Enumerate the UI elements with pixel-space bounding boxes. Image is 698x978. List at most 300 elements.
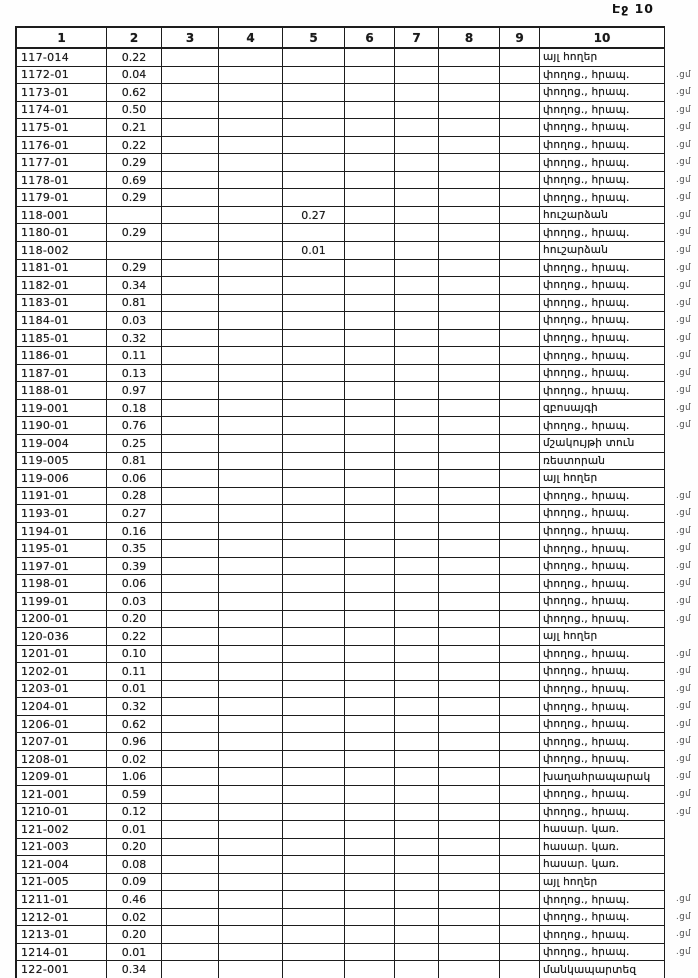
- cell-empty: [395, 698, 439, 716]
- cell-land-use: փողոց., հրապ.: [540, 102, 665, 120]
- table-row: [17, 821, 665, 839]
- cell-empty: [345, 154, 395, 172]
- cell-empty: [395, 821, 439, 839]
- cell-empty: [439, 488, 500, 506]
- cell-empty: [162, 856, 219, 874]
- cell-parcel-code: 1176-01: [17, 137, 107, 155]
- cell-empty: [345, 49, 395, 67]
- cell-col5-value: [283, 102, 345, 120]
- cell-empty: [395, 435, 439, 453]
- cell-empty: [500, 751, 540, 769]
- cell-empty: [500, 488, 540, 506]
- cell-empty: [500, 172, 540, 190]
- cell-empty: [395, 330, 439, 348]
- cell-col5-value: [283, 681, 345, 699]
- cell-empty: [162, 575, 219, 593]
- cell-land-use: փողոց., հրապ.: [540, 786, 665, 804]
- cell-empty: [345, 312, 395, 330]
- cell-empty: [395, 154, 439, 172]
- table-row: [17, 874, 665, 892]
- cell-area-value: 0.34: [107, 961, 162, 978]
- edge-mark-fragment: .ցմ: [676, 139, 691, 150]
- cell-land-use: փողոց., հրապ.: [540, 733, 665, 751]
- cell-parcel-code: 1214-01: [17, 944, 107, 962]
- table-row: [17, 505, 691, 523]
- cell-area-value: 0.22: [107, 49, 162, 67]
- cell-land-use: փողոց., հրապ.: [540, 277, 665, 295]
- cell-empty: [439, 839, 500, 857]
- cell-empty: [500, 382, 540, 400]
- cell-empty: [395, 804, 439, 822]
- cell-empty: [500, 84, 540, 102]
- cell-empty: [500, 277, 540, 295]
- cell-empty: [219, 277, 283, 295]
- cell-col5-value: [283, 295, 345, 313]
- cell-area-value: 0.27: [107, 505, 162, 523]
- cell-empty: [395, 593, 439, 611]
- cell-empty: [345, 540, 395, 558]
- cell-land-use: փողոց., հրապ.: [540, 804, 665, 822]
- cell-empty: [500, 891, 540, 909]
- header-cell: 9: [500, 28, 540, 49]
- cell-empty: [162, 804, 219, 822]
- cell-land-use: փողոց., հրապ.: [540, 119, 665, 137]
- cell-empty: [500, 400, 540, 418]
- cell-empty: [219, 295, 283, 313]
- cell-land-use: փողոց., հրապ.: [540, 909, 665, 927]
- header-cell: 7: [395, 28, 439, 49]
- cell-empty: [500, 470, 540, 488]
- cell-parcel-code: 1191-01: [17, 488, 107, 506]
- cell-empty: [219, 242, 283, 260]
- cell-empty: [500, 909, 540, 927]
- cell-empty: [500, 67, 540, 85]
- cell-col5-value: [283, 365, 345, 383]
- cell-land-use: փողոց., հրապ.: [540, 944, 665, 962]
- cell-empty: [500, 224, 540, 242]
- cell-land-use: փողոց., հրապ.: [540, 488, 665, 506]
- cell-parcel-code: 117-014: [17, 49, 107, 67]
- cell-empty: [439, 804, 500, 822]
- cell-col5-value: [283, 347, 345, 365]
- table-row: [17, 733, 691, 751]
- cell-empty: [162, 488, 219, 506]
- cell-empty: [219, 646, 283, 664]
- edge-mark-fragment: .ցմ: [676, 718, 691, 729]
- cell-land-use: փողոց., հրապ.: [540, 84, 665, 102]
- cell-empty: [439, 470, 500, 488]
- cell-parcel-code: 118-001: [17, 207, 107, 225]
- cell-empty: [500, 768, 540, 786]
- cell-empty: [395, 733, 439, 751]
- cell-col5-value: [283, 804, 345, 822]
- cell-empty: [162, 400, 219, 418]
- header-cell: 2: [107, 28, 162, 49]
- cell-empty: [439, 435, 500, 453]
- cell-empty: [395, 628, 439, 646]
- cell-col5-value: [283, 628, 345, 646]
- cell-empty: [345, 295, 395, 313]
- cell-empty: [162, 909, 219, 927]
- cell-col5-value: [283, 67, 345, 85]
- edge-mark-fragment: .ցմ: [676, 911, 691, 922]
- cell-empty: [439, 137, 500, 155]
- edge-mark-fragment: .ցմ: [676, 332, 691, 343]
- table-row: [17, 435, 665, 453]
- cell-col5-value: [283, 523, 345, 541]
- cell-parcel-code: 120-036: [17, 628, 107, 646]
- table-row: [17, 540, 691, 558]
- cell-land-use: փողոց., հրապ.: [540, 312, 665, 330]
- cell-empty: [345, 698, 395, 716]
- cell-col5-value: [283, 611, 345, 629]
- cell-empty: [439, 751, 500, 769]
- table-row: [17, 417, 691, 435]
- cell-area-value: 0.39: [107, 558, 162, 576]
- cell-parcel-code: 1212-01: [17, 909, 107, 927]
- edge-mark-fragment: .ցմ: [676, 262, 691, 273]
- cell-area-value: 0.81: [107, 453, 162, 471]
- cell-empty: [162, 891, 219, 909]
- cell-empty: [395, 365, 439, 383]
- cell-empty: [395, 347, 439, 365]
- cell-land-use: հասար. կառ.: [540, 839, 665, 857]
- cell-empty: [345, 189, 395, 207]
- cell-area-value: 0.01: [107, 944, 162, 962]
- cell-col5-value: [283, 733, 345, 751]
- cell-empty: [439, 733, 500, 751]
- cell-empty: [500, 874, 540, 892]
- cell-empty: [395, 137, 439, 155]
- cell-empty: [395, 470, 439, 488]
- cell-empty: [439, 347, 500, 365]
- cell-empty: [345, 768, 395, 786]
- cell-empty: [219, 172, 283, 190]
- cell-empty: [219, 611, 283, 629]
- cell-empty: [439, 330, 500, 348]
- cell-empty: [500, 926, 540, 944]
- cell-empty: [345, 488, 395, 506]
- cell-empty: [500, 593, 540, 611]
- table-row: [17, 400, 691, 418]
- cell-empty: [439, 49, 500, 67]
- cell-empty: [219, 628, 283, 646]
- cell-empty: [219, 821, 283, 839]
- cell-empty: [162, 242, 219, 260]
- cell-empty: [162, 154, 219, 172]
- edge-mark-fragment: .ցմ: [676, 227, 691, 238]
- cell-land-use: փողոց., հրապ.: [540, 575, 665, 593]
- cell-empty: [395, 909, 439, 927]
- cell-empty: [162, 540, 219, 558]
- cell-col5-value: [283, 751, 345, 769]
- cell-parcel-code: 1190-01: [17, 417, 107, 435]
- cell-empty: [439, 224, 500, 242]
- cell-empty: [395, 417, 439, 435]
- cell-empty: [395, 49, 439, 67]
- cell-empty: [500, 453, 540, 471]
- cell-empty: [162, 365, 219, 383]
- cell-area-value: 0.10: [107, 646, 162, 664]
- cell-empty: [395, 839, 439, 857]
- cell-land-use: փողոց., հրապ.: [540, 558, 665, 576]
- cell-empty: [219, 417, 283, 435]
- cell-col5-value: [283, 891, 345, 909]
- cell-empty: [500, 242, 540, 260]
- cell-area-value: 0.12: [107, 804, 162, 822]
- table-row: [17, 189, 691, 207]
- cell-empty: [439, 295, 500, 313]
- cell-empty: [500, 295, 540, 313]
- cell-land-use: փողոց., հրապ.: [540, 347, 665, 365]
- cell-empty: [219, 944, 283, 962]
- cell-land-use: փողոց., հրապ.: [540, 295, 665, 313]
- cell-empty: [439, 523, 500, 541]
- table-row: [17, 453, 665, 471]
- cell-empty: [162, 84, 219, 102]
- cell-empty: [345, 84, 395, 102]
- cell-col5-value: [283, 856, 345, 874]
- cell-empty: [395, 961, 439, 978]
- cell-empty: [219, 733, 283, 751]
- table-row: [17, 909, 691, 927]
- table-row: [17, 470, 665, 488]
- cell-empty: [439, 944, 500, 962]
- cell-empty: [345, 382, 395, 400]
- cell-col5-value: [283, 593, 345, 611]
- table-row: [17, 891, 691, 909]
- table-row: [17, 523, 691, 541]
- cell-empty: [439, 207, 500, 225]
- edge-mark-fragment: .ցմ: [676, 613, 691, 624]
- cell-empty: [219, 488, 283, 506]
- cell-land-use: հուշարձան: [540, 242, 665, 260]
- cell-empty: [162, 505, 219, 523]
- table-row: [17, 488, 691, 506]
- cell-empty: [219, 102, 283, 120]
- cell-col5-value: [283, 224, 345, 242]
- cell-parcel-code: 119-005: [17, 453, 107, 471]
- cell-parcel-code: 1179-01: [17, 189, 107, 207]
- cell-land-use: փողոց., հրապ.: [540, 681, 665, 699]
- cell-empty: [162, 224, 219, 242]
- edge-mark-fragment: .ցմ: [676, 788, 691, 799]
- cell-empty: [162, 698, 219, 716]
- cell-land-use: այլ հողեր: [540, 470, 665, 488]
- cell-parcel-code: 1175-01: [17, 119, 107, 137]
- header-cell: 4: [219, 28, 283, 49]
- cell-parcel-code: 1210-01: [17, 804, 107, 822]
- cell-parcel-code: 121-002: [17, 821, 107, 839]
- cell-parcel-code: 121-003: [17, 839, 107, 857]
- cell-empty: [345, 523, 395, 541]
- cell-parcel-code: 1199-01: [17, 593, 107, 611]
- cell-area-value: 0.04: [107, 67, 162, 85]
- table-row: [17, 260, 691, 278]
- cell-land-use: հասար. կառ.: [540, 856, 665, 874]
- cell-empty: [439, 84, 500, 102]
- cell-empty: [439, 505, 500, 523]
- cell-empty: [345, 575, 395, 593]
- cell-area-value: 0.06: [107, 575, 162, 593]
- cell-parcel-code: 1186-01: [17, 347, 107, 365]
- cell-area-value: 0.97: [107, 382, 162, 400]
- cell-empty: [500, 137, 540, 155]
- table-row: [17, 751, 691, 769]
- cell-land-use: փողոց., հրապ.: [540, 172, 665, 190]
- cell-empty: [162, 593, 219, 611]
- cell-empty: [395, 242, 439, 260]
- cell-empty: [395, 505, 439, 523]
- cell-empty: [395, 382, 439, 400]
- cell-area-value: 0.20: [107, 611, 162, 629]
- cell-empty: [219, 470, 283, 488]
- header-cell: 5: [283, 28, 345, 49]
- cell-empty: [162, 172, 219, 190]
- cell-empty: [345, 733, 395, 751]
- cell-empty: [345, 891, 395, 909]
- cell-empty: [439, 154, 500, 172]
- cell-col5-value: [283, 909, 345, 927]
- cell-empty: [162, 470, 219, 488]
- edge-mark-fragment: .ցմ: [676, 894, 691, 905]
- edge-mark-fragment: .ցմ: [676, 174, 691, 185]
- cell-empty: [395, 926, 439, 944]
- cell-land-use: փողոց., հրապ.: [540, 382, 665, 400]
- cell-area-value: 0.69: [107, 172, 162, 190]
- cell-empty: [345, 242, 395, 260]
- cell-land-use: այլ հողեր: [540, 874, 665, 892]
- cell-land-use: փողոց., հրապ.: [540, 260, 665, 278]
- cell-area-value: 0.96: [107, 733, 162, 751]
- cell-empty: [439, 242, 500, 260]
- cell-empty: [439, 365, 500, 383]
- cell-area-value: 0.62: [107, 716, 162, 734]
- cell-empty: [395, 646, 439, 664]
- cell-empty: [345, 663, 395, 681]
- cell-empty: [345, 347, 395, 365]
- cell-col5-value: 0.27: [283, 207, 345, 225]
- cell-col5-value: [283, 558, 345, 576]
- cell-area-value: 0.76: [107, 417, 162, 435]
- cell-area-value: 0.81: [107, 295, 162, 313]
- cell-empty: [162, 681, 219, 699]
- cell-empty: [500, 663, 540, 681]
- edge-mark-fragment: .ցմ: [676, 192, 691, 203]
- cell-area-value: 0.06: [107, 470, 162, 488]
- cell-land-use: փողոց., հրապ.: [540, 67, 665, 85]
- table-row: [17, 242, 691, 260]
- table-row: [17, 628, 665, 646]
- cell-empty: [345, 365, 395, 383]
- cell-empty: [162, 523, 219, 541]
- cell-land-use: զբոսայգի: [540, 400, 665, 418]
- cell-col5-value: [283, 49, 345, 67]
- cell-parcel-code: 1197-01: [17, 558, 107, 576]
- cell-empty: [439, 663, 500, 681]
- cell-empty: [395, 751, 439, 769]
- cell-area-value: 0.11: [107, 663, 162, 681]
- cell-empty: [439, 593, 500, 611]
- cell-empty: [219, 260, 283, 278]
- cell-empty: [439, 611, 500, 629]
- cell-empty: [395, 224, 439, 242]
- cell-empty: [345, 400, 395, 418]
- edge-mark-fragment: .ցմ: [676, 367, 691, 378]
- table-row: [17, 330, 691, 348]
- cell-col5-value: [283, 119, 345, 137]
- cell-empty: [500, 839, 540, 857]
- cell-empty: [219, 663, 283, 681]
- cell-empty: [162, 733, 219, 751]
- cell-parcel-code: 1198-01: [17, 575, 107, 593]
- cell-empty: [162, 435, 219, 453]
- cell-empty: [345, 646, 395, 664]
- cell-empty: [439, 277, 500, 295]
- cell-land-use: փողոց., հրապ.: [540, 891, 665, 909]
- cell-empty: [395, 540, 439, 558]
- edge-mark-fragment: .ցմ: [676, 508, 691, 519]
- cell-parcel-code: 1182-01: [17, 277, 107, 295]
- cell-empty: [345, 207, 395, 225]
- table-row: [17, 961, 665, 978]
- cell-empty: [162, 874, 219, 892]
- cell-empty: [345, 628, 395, 646]
- table-row: [17, 137, 691, 155]
- table-row: [17, 681, 691, 699]
- cell-empty: [162, 926, 219, 944]
- cell-empty: [500, 558, 540, 576]
- cell-col5-value: [283, 874, 345, 892]
- table-row: [17, 277, 691, 295]
- table-row: [17, 611, 691, 629]
- cell-empty: [439, 874, 500, 892]
- cell-empty: [162, 260, 219, 278]
- cell-empty: [395, 856, 439, 874]
- cell-empty: [219, 523, 283, 541]
- cell-col5-value: [283, 330, 345, 348]
- cell-parcel-code: 1202-01: [17, 663, 107, 681]
- cell-empty: [219, 137, 283, 155]
- cell-empty: [500, 312, 540, 330]
- table-row: [17, 312, 691, 330]
- cell-parcel-code: 121-001: [17, 786, 107, 804]
- cell-empty: [345, 137, 395, 155]
- cell-empty: [162, 821, 219, 839]
- cell-empty: [500, 154, 540, 172]
- cell-col5-value: [283, 84, 345, 102]
- cell-area-value: 0.08: [107, 856, 162, 874]
- cell-area-value: 0.29: [107, 189, 162, 207]
- cell-empty: [162, 67, 219, 85]
- cell-empty: [219, 382, 283, 400]
- cell-land-use: փողոց., հրապ.: [540, 417, 665, 435]
- cell-area-value: 0.16: [107, 523, 162, 541]
- cell-empty: [345, 874, 395, 892]
- cell-empty: [500, 523, 540, 541]
- cell-empty: [395, 944, 439, 962]
- cell-empty: [395, 295, 439, 313]
- cell-land-use: փողոց., հրապ.: [540, 540, 665, 558]
- cell-empty: [500, 804, 540, 822]
- cell-area-value: 0.13: [107, 365, 162, 383]
- cell-empty: [219, 593, 283, 611]
- cell-area-value: 0.22: [107, 137, 162, 155]
- cell-empty: [345, 751, 395, 769]
- cell-area-value: 0.32: [107, 330, 162, 348]
- cell-parcel-code: 1194-01: [17, 523, 107, 541]
- cell-parcel-code: 1209-01: [17, 768, 107, 786]
